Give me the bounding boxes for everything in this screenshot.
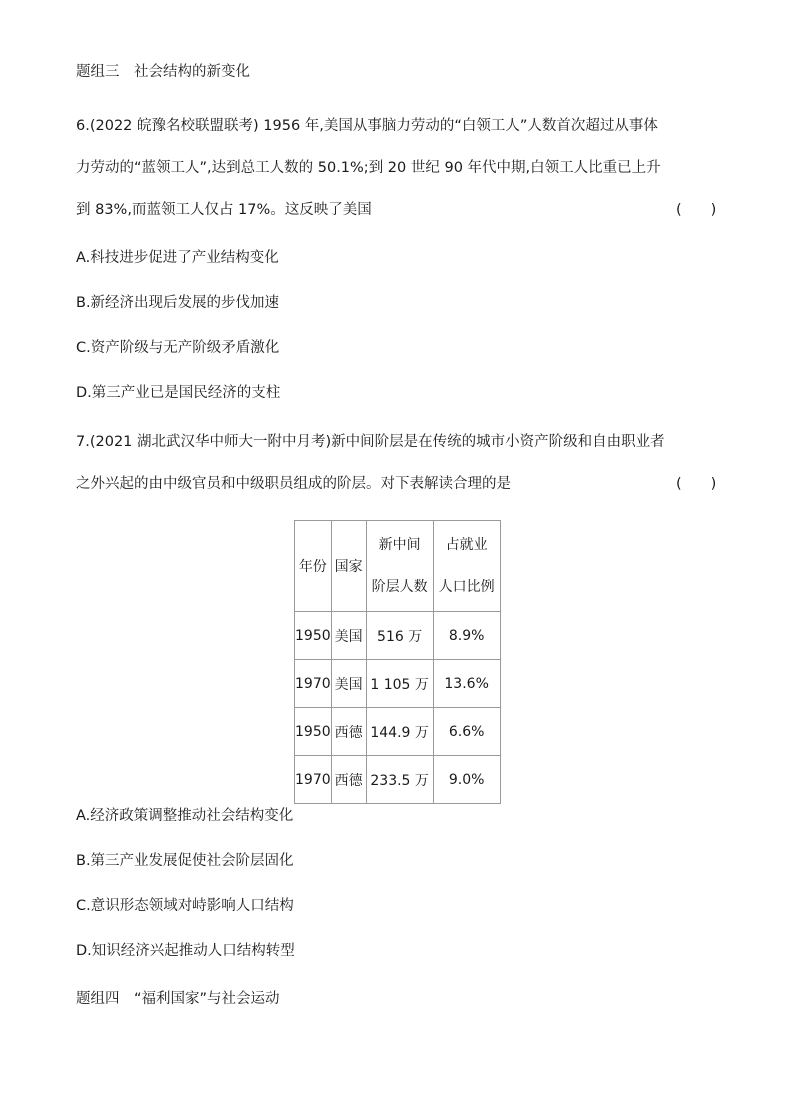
group3-title: 题组三 社会结构的新变化 [76,64,250,80]
middle-class-table [294,520,501,804]
cell-country: 西德 [331,756,366,804]
q6-answer-parenthesis: ( ) [676,202,717,218]
q7-stem-line2: 之外兴起的由中级官员和中级职员组成的阶层。对下表解读合理的是 [76,476,511,492]
table-row [295,660,501,708]
q7-option-c: C.意识形态领域对峙影响人口结构 [76,898,294,914]
cell-count: 144.9 万 [366,708,433,756]
q6-option-a: A.科技进步促进了产业结构变化 [76,250,279,266]
cell-year: 1970 [295,660,332,708]
cell-ratio: 8.9% [433,612,500,660]
q6-stem-line3: 到 83%,而蓝领工人仅占 17%。这反映了美国 [76,202,372,218]
q7-option-a: A.经济政策调整推动社会结构变化 [76,808,294,824]
cell-year: 1950 [295,612,332,660]
cell-country: 西德 [331,708,366,756]
table-header-row [295,521,501,612]
header-country: 国家 [331,521,366,612]
group4-title: 题组四 “福利国家”与社会运动 [76,991,280,1007]
cell-ratio: 9.0% [433,756,500,804]
q7-option-d: D.知识经济兴起推动人口结构转型 [76,943,295,959]
q7-answer-parenthesis: ( ) [676,476,717,492]
header-year: 年份 [295,521,332,612]
table-row [295,708,501,756]
table-row [295,612,501,660]
cell-ratio: 13.6% [433,660,500,708]
cell-year: 1970 [295,756,332,804]
q6-stem-line2: 力劳动的“蓝领工人”,达到总工人数的 50.1%;到 20 世纪 90 年代中期,白领工人比重已上升 [76,160,661,176]
q6-option-d: D.第三产业已是国民经济的支柱 [76,385,281,401]
q7-option-b: B.第三产业发展促使社会阶层固化 [76,853,294,869]
cell-count: 233.5 万 [366,756,433,804]
header-ratio: 占就业 人口比例 [433,521,500,612]
cell-ratio: 6.6% [433,708,500,756]
q7-stem-line1: 7.(2021 湖北武汉华中师大一附中月考)新中间阶层是在传统的城市小资产阶级和自由职业者 [76,434,665,450]
cell-count: 1 105 万 [366,660,433,708]
q6-option-c: C.资产阶级与无产阶级矛盾激化 [76,340,280,356]
table-row [295,756,501,804]
q6-stem-line1: 6.(2022 皖豫名校联盟联考) 1956 年,美国从事脑力劳动的“白领工人”人数首次超过从事体 [76,118,658,134]
cell-count: 516 万 [366,612,433,660]
cell-country: 美国 [331,660,366,708]
cell-country: 美国 [331,612,366,660]
header-count: 新中间 阶层人数 [366,521,433,612]
q6-option-b: B.新经济出现后发展的步伐加速 [76,295,280,311]
cell-year: 1950 [295,708,332,756]
